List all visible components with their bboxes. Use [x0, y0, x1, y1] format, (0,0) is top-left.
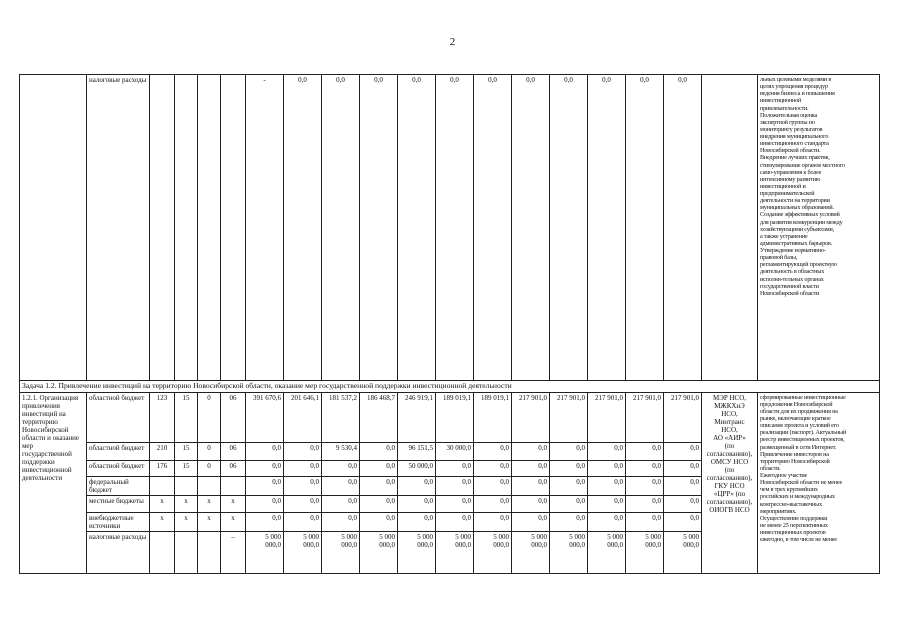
value-cell: 217 901,0	[550, 392, 588, 442]
measure-line: Новосибирской	[22, 425, 69, 434]
result-line: государственной власти	[760, 282, 819, 290]
top-value: 0,0	[398, 75, 436, 381]
result-line: рынке, включающие краткое	[760, 415, 831, 423]
source-cell: налоговые расходы	[87, 531, 150, 573]
top-source-cell: налоговые расходы	[87, 75, 150, 381]
value-cell: 0,0	[512, 512, 550, 531]
total-cell: 391 670,6	[246, 392, 284, 442]
value-cell: 0,0	[550, 512, 588, 531]
value-cell: 0,0	[664, 476, 702, 495]
total-cell: 0,0	[246, 442, 284, 460]
result-line: Новосибирской области.	[760, 147, 821, 155]
value-cell: 0,0	[664, 442, 702, 460]
result-line: предложения Новосибирской	[760, 400, 833, 408]
executor-line: ГКУ НСО	[714, 482, 745, 491]
value-cell: 5 000 000,0	[588, 531, 626, 573]
result-line: правовой базы,	[760, 254, 798, 262]
code-cell	[175, 531, 198, 573]
result-line: хозяйствующими субъектами,	[760, 225, 834, 233]
source-cell: местные бюджеты	[87, 495, 150, 512]
value-cell: 217 901,0	[588, 392, 626, 442]
result-line: инвестиционной	[760, 97, 802, 105]
measure-line: инвестиций на	[22, 409, 66, 418]
value-cell: 217 901,0	[626, 392, 664, 442]
result-line: экспертной группы по	[760, 118, 815, 126]
result-line: мероприятиях.	[760, 507, 797, 515]
value-cell: 0,0	[436, 495, 474, 512]
value-cell: 0,0	[360, 512, 398, 531]
value-cell: 0,0	[360, 442, 398, 460]
result-line: конгрессно-выставочных	[760, 500, 823, 508]
code-cell	[175, 476, 198, 495]
executors-cell	[702, 392, 758, 573]
value-cell: 5 000 000,0	[360, 531, 398, 573]
result-line: Новосибирской области	[760, 289, 820, 297]
total-cell: 0,0	[246, 476, 284, 495]
code-cell: x	[198, 512, 221, 531]
value-cell: 30 000,0	[436, 442, 474, 460]
top-value: 0,0	[512, 75, 550, 381]
value-cell: 0,0	[512, 476, 550, 495]
value-cell: 5 000 000,0	[512, 531, 550, 573]
total-cell: 5 000 000,0	[246, 531, 284, 573]
value-cell: 0,0	[588, 512, 626, 531]
value-cell: 0,0	[322, 512, 360, 531]
value-cell: 0,0	[474, 442, 512, 460]
value-cell: 0,0	[474, 512, 512, 531]
top-value: 0,0	[284, 75, 322, 381]
task-title: Задача 1.2. Привлечение инвестиций на территорию Новосибирской области, оказание мер государственной поддержки инвестиционной деятельности	[20, 381, 880, 393]
top-value: 0,0	[322, 75, 360, 381]
result-line: Положительная оценка	[760, 111, 818, 119]
code-cell	[198, 531, 221, 573]
result-line: деятельности на территории	[760, 197, 830, 205]
result-line: Привлечение инвесторов на	[760, 450, 829, 458]
value-cell: 0,0	[436, 476, 474, 495]
result-line: для развития конкуренции между	[760, 218, 843, 226]
source-cell: областной бюджет	[87, 442, 150, 460]
value-cell: 0,0	[626, 512, 664, 531]
result-line: Новосибирской области не менее	[760, 479, 842, 487]
value-cell: 96 151,5	[398, 442, 436, 460]
code-cell: x	[150, 512, 175, 531]
value-cell: 0,0	[588, 442, 626, 460]
top-executors-cell	[702, 75, 758, 381]
value-cell: 217 901,0	[512, 392, 550, 442]
code-cell: x	[150, 495, 175, 512]
measure-line: территорию	[22, 417, 58, 426]
code-cell	[198, 476, 221, 495]
result-line: внедрения муниципального	[760, 133, 829, 140]
value-cell: 0,0	[398, 512, 436, 531]
total-cell: 0,0	[246, 512, 284, 531]
code-cell	[150, 531, 175, 573]
value-cell: 201 646,1	[284, 392, 322, 442]
result-line: области для их продвижения на	[760, 407, 838, 415]
value-cell: 0,0	[284, 476, 322, 495]
value-cell: 186 468,7	[360, 392, 398, 442]
value-cell: 0,0	[360, 476, 398, 495]
measure-line: 1.2.1. Организация	[22, 393, 79, 402]
measure-line: поддержки	[22, 458, 55, 467]
top-value: 0,0	[550, 75, 588, 381]
executor-line: согласованию),	[706, 498, 753, 507]
total-cell: 0,0	[246, 460, 284, 476]
code-cell: 0	[198, 392, 221, 442]
value-cell: 0,0	[626, 495, 664, 512]
value-cell: 0,0	[398, 476, 436, 495]
executor-line: согласованию),	[706, 474, 753, 483]
executor-line: НСО,	[721, 425, 738, 434]
result-line: чем в трех крупнейших	[760, 486, 818, 494]
total-cell: 0,0	[246, 495, 284, 512]
source-cell: областной бюджет	[87, 392, 150, 442]
measure-line: государственной	[22, 450, 72, 459]
measure-line: мер	[22, 442, 34, 450]
result-line: регламентирующей проектную	[760, 261, 837, 269]
value-cell: 0,0	[664, 512, 702, 531]
value-cell: 5 000 000,0	[550, 531, 588, 573]
result-line: Ежегодное участие	[760, 472, 807, 480]
executor-line: (по	[724, 442, 735, 450]
value-cell: 0,0	[398, 495, 436, 512]
value-cell: 0,0	[550, 495, 588, 512]
measure-line: деятельности	[22, 474, 63, 483]
value-cell: 9 530,4	[322, 442, 360, 460]
executor-line: (по	[724, 466, 735, 475]
value-cell: 5 000 000,0	[284, 531, 322, 573]
result-line: территорию Новосибирской	[760, 457, 830, 465]
value-cell: 0,0	[626, 476, 664, 495]
value-cell: 189 019,1	[436, 392, 474, 442]
code-cell: 0	[198, 460, 221, 476]
value-cell: 0,0	[436, 512, 474, 531]
result-line: сформированные инвестиционные	[760, 393, 846, 401]
code-cell: –	[221, 531, 246, 573]
source-cell: областной бюджет	[87, 460, 150, 476]
measure-line: области и оказание	[22, 433, 80, 442]
measure-line: инвестиционной	[22, 466, 72, 475]
value-cell: 0,0	[474, 460, 512, 476]
result-line: Внедрение лучших практик,	[760, 154, 830, 162]
code-cell: 123	[150, 392, 175, 442]
code-cell: 06	[221, 392, 246, 442]
value-cell: 0,0	[588, 476, 626, 495]
budget-row	[20, 392, 880, 442]
code-cell: x	[198, 495, 221, 512]
result-line: стимулирование органов местного	[760, 161, 845, 169]
result-line: Создание эффективных условий	[760, 211, 840, 219]
code-cell: 176	[150, 460, 175, 476]
page-number: 2	[449, 36, 456, 48]
top-value: 0,0	[474, 75, 512, 381]
value-cell: 0,0	[664, 495, 702, 512]
executor-line: согласованию),	[706, 450, 753, 459]
code-cell: 210	[150, 442, 175, 460]
source-cell: внебюджетные источники	[87, 512, 150, 531]
value-cell: 0,0	[626, 460, 664, 476]
code-cell: x	[221, 495, 246, 512]
code-cell: 15	[175, 442, 198, 460]
result-line: реестр инвестиционных проектов,	[760, 436, 845, 444]
value-cell: 0,0	[626, 442, 664, 460]
source-cell: федеральный бюджет	[87, 476, 150, 495]
value-cell: 0,0	[284, 512, 322, 531]
value-cell: 5 000 000,0	[664, 531, 702, 573]
value-cell: 0,0	[360, 495, 398, 512]
value-cell: 246 919,1	[398, 392, 436, 442]
executor-line: АО «АИР»	[713, 433, 746, 442]
measure-line: привлечения	[22, 401, 60, 410]
result-line: целях упрощения процедур	[760, 83, 828, 91]
value-cell: 181 537,2	[322, 392, 360, 442]
value-cell: 0,0	[512, 460, 550, 476]
value-cell: 0,0	[550, 460, 588, 476]
value-cell: 0,0	[284, 495, 322, 512]
result-line: мониторингу результатов	[760, 125, 823, 133]
top-measure-cell	[20, 75, 87, 381]
code-cell: 06	[221, 442, 246, 460]
value-cell: 0,0	[284, 442, 322, 460]
result-line: ведения бизнеса и повышения	[760, 90, 835, 98]
result-line: деятельность в областных	[760, 268, 825, 276]
top-result-cell	[758, 75, 880, 381]
value-cell: 0,0	[512, 442, 550, 460]
value-cell: 0,0	[474, 495, 512, 512]
result-line: само-управления к более	[760, 168, 822, 176]
result-line: не менее 25 перспективных	[760, 521, 828, 529]
top-value: 0,0	[588, 75, 626, 381]
value-cell: 0,0	[550, 476, 588, 495]
code-cell: 06	[221, 460, 246, 476]
code-cell: x	[175, 512, 198, 531]
value-cell: 189 019,1	[474, 392, 512, 442]
code-cell	[221, 476, 246, 495]
result-line: описание проекта и условий его	[760, 422, 839, 430]
value-cell: 0,0	[322, 460, 360, 476]
top-value: 0,0	[436, 75, 474, 381]
result-line: административных барьеров.	[760, 239, 833, 247]
code-cell: x	[221, 512, 246, 531]
result-line: а также устранение	[760, 232, 808, 240]
value-cell: 5 000 000,0	[474, 531, 512, 573]
value-cell: 0,0	[474, 476, 512, 495]
value-cell: 5 000 000,0	[626, 531, 664, 573]
value-cell: 0,0	[588, 495, 626, 512]
value-cell: 0,0	[360, 460, 398, 476]
executor-line: «ЦРР» (по	[713, 490, 746, 499]
value-cell: 0,0	[436, 460, 474, 476]
value-cell: 0,0	[322, 476, 360, 495]
top-dash: -	[246, 75, 284, 381]
code-cell: 15	[175, 392, 198, 442]
value-cell: 5 000 000,0	[436, 531, 474, 573]
value-cell: 0,0	[588, 460, 626, 476]
code-cell: x	[175, 495, 198, 512]
result-cell	[758, 392, 880, 573]
value-cell: 5 000 000,0	[398, 531, 436, 573]
result-line: инвестиционной и	[760, 182, 806, 190]
executor-line: Минтранс	[714, 417, 745, 426]
result-line: привлекательности.	[760, 104, 809, 112]
value-cell: 0,0	[322, 495, 360, 512]
top-row	[20, 75, 880, 381]
code-cell: 15	[175, 460, 198, 476]
value-cell: 50 000,0	[398, 460, 436, 476]
result-line: Осуществление поддержки	[760, 514, 828, 522]
value-cell: 5 000 000,0	[322, 531, 360, 573]
code-cell: 0	[198, 442, 221, 460]
value-cell: 0,0	[512, 495, 550, 512]
top-value: 0,0	[626, 75, 664, 381]
result-line: предпринимательской	[760, 190, 815, 197]
result-line: исполни-тельных органах	[760, 275, 824, 283]
executor-line: ОИОГВ НСО	[709, 506, 750, 515]
executor-line: МЖКХиЭ	[714, 401, 745, 410]
value-cell: 0,0	[664, 460, 702, 476]
executor-line: ОМСУ НСО	[710, 458, 749, 467]
top-value: 0,0	[360, 75, 398, 381]
executor-line: НСО,	[721, 409, 738, 418]
value-cell: 0,0	[550, 442, 588, 460]
executor-line: МЭР НСО,	[712, 393, 747, 402]
result-line: интенсивному развитию	[760, 175, 821, 183]
result-line: российских и международных	[760, 493, 835, 501]
result-line: льных целевыми моделями в	[760, 76, 832, 83]
result-line: инвестиционных проектов	[760, 529, 826, 537]
result-line: ежегодно, в том числе не менее	[760, 536, 837, 544]
task-row	[20, 381, 880, 393]
result-line: Утверждение нормативно-	[760, 247, 826, 254]
result-line: инвестиционного стандарта	[760, 140, 829, 148]
result-line: размещенный в сети Интернет.	[760, 443, 837, 451]
result-line: области.	[760, 464, 781, 472]
top-value: 0,0	[664, 75, 702, 381]
result-line: муниципальных образований.	[760, 204, 834, 212]
value-cell: 217 901,0	[664, 392, 702, 442]
program-table	[19, 74, 880, 574]
result-line: реализации (паспорт). Актуальный	[760, 429, 847, 437]
code-cell	[150, 476, 175, 495]
measure-cell	[20, 392, 87, 573]
value-cell: 0,0	[284, 460, 322, 476]
